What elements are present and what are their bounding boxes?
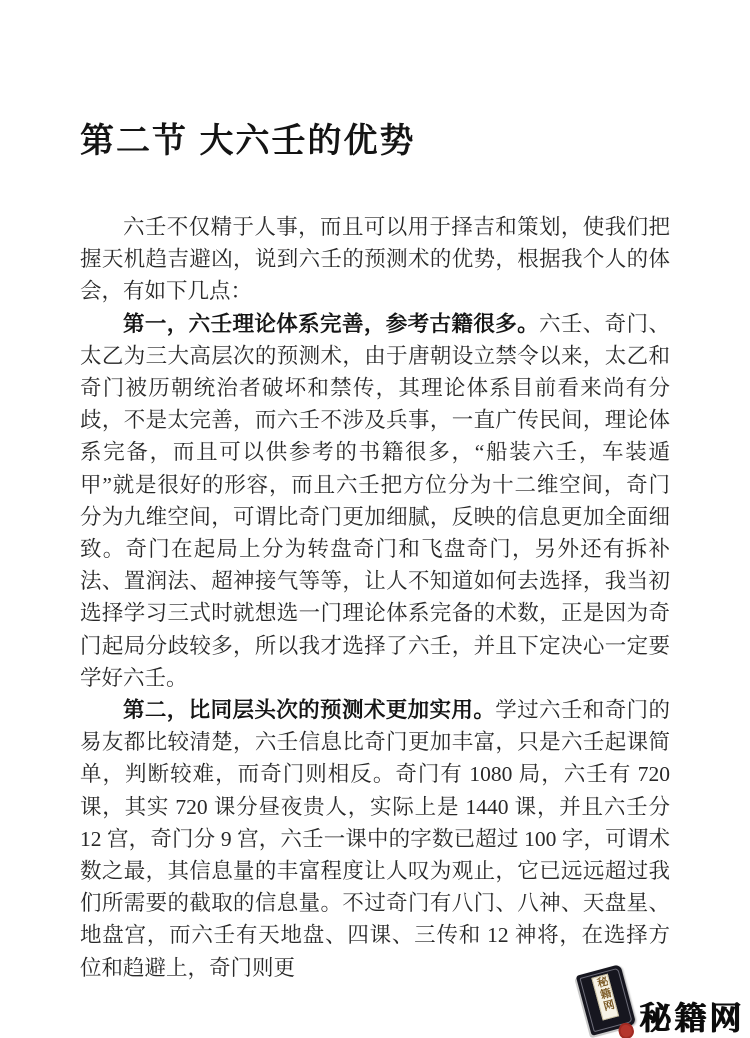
paragraph-lead: 第一，六壬理论体系完善，参考古籍很多。 xyxy=(123,311,539,336)
paragraph-lead: 第二，比同层头次的预测术更加实用。 xyxy=(123,698,496,723)
paragraph-first-point xyxy=(80,308,670,694)
paragraph-text: 六壬、奇门、太乙为三大高层次的预测术，由于唐朝设立禁令以来，太乙和奇门被历朝统治者破坏和禁传，其理论体系目前看来尚有分歧，不是太完善，而六壬不涉及兵事，一直广传民间，理论体系完备，而且可以供参考的书籍很多，“船装六壬，车装遁甲”就是很好的形容，而且六壬把方位分为十二维空间，奇门分为九维空间，可谓比奇门更加细腻，反映的信息更加全面细致。奇门在起局上分为转盘奇门和飞盘奇门，另外还有拆补法、置润法、超神接气等等，让人不知道如何去选择，我当初选择学习三式时就想选一门理论体系完备的术数，正是因为奇门起局分歧较多，所以我才选择了六壬，并且下定决心一定要学好六壬。 xyxy=(80,311,670,690)
paragraph-second-point xyxy=(80,694,670,984)
paragraph-intro xyxy=(80,211,670,308)
watermark xyxy=(583,969,744,1035)
page-title: 第二节 大六壬的优势 xyxy=(80,122,416,160)
paragraph-text: 六壬不仅精于人事，而且可以用于择吉和策划，使我们把握天机趋吉避凶，说到六壬的预测术的优势，根据我个人的体会，有如下几点： xyxy=(80,215,670,304)
body-text xyxy=(80,211,670,984)
watermark-site-name: 秘籍网 xyxy=(638,999,744,1037)
book-label-text: 秘籍网 xyxy=(594,975,616,1014)
book-logo-icon xyxy=(576,964,636,1036)
paragraph-text: 学过六壬和奇门的易友都比较清楚，六壬信息比奇门更加丰富，只是六壬起课简单，判断较难，而奇门则相反。奇门有 1080 局，六壬有 720 课，其实 720 课分昼夜贵人，实际上是 1440 课，并且六壬分 12 宫，奇门分 9 宫，六壬一课中的字数已超过 100 字，可谓术数之最，其信息量的丰富程度让人叹为观止，它已远远超过我们所需要的截取的信息量。不过奇门有八门、八神、天盘星、地盘宫，而六壬有天地盘、四课、三传和 12 神将，在选择方位和趋避上，奇门则更 xyxy=(80,698,670,980)
